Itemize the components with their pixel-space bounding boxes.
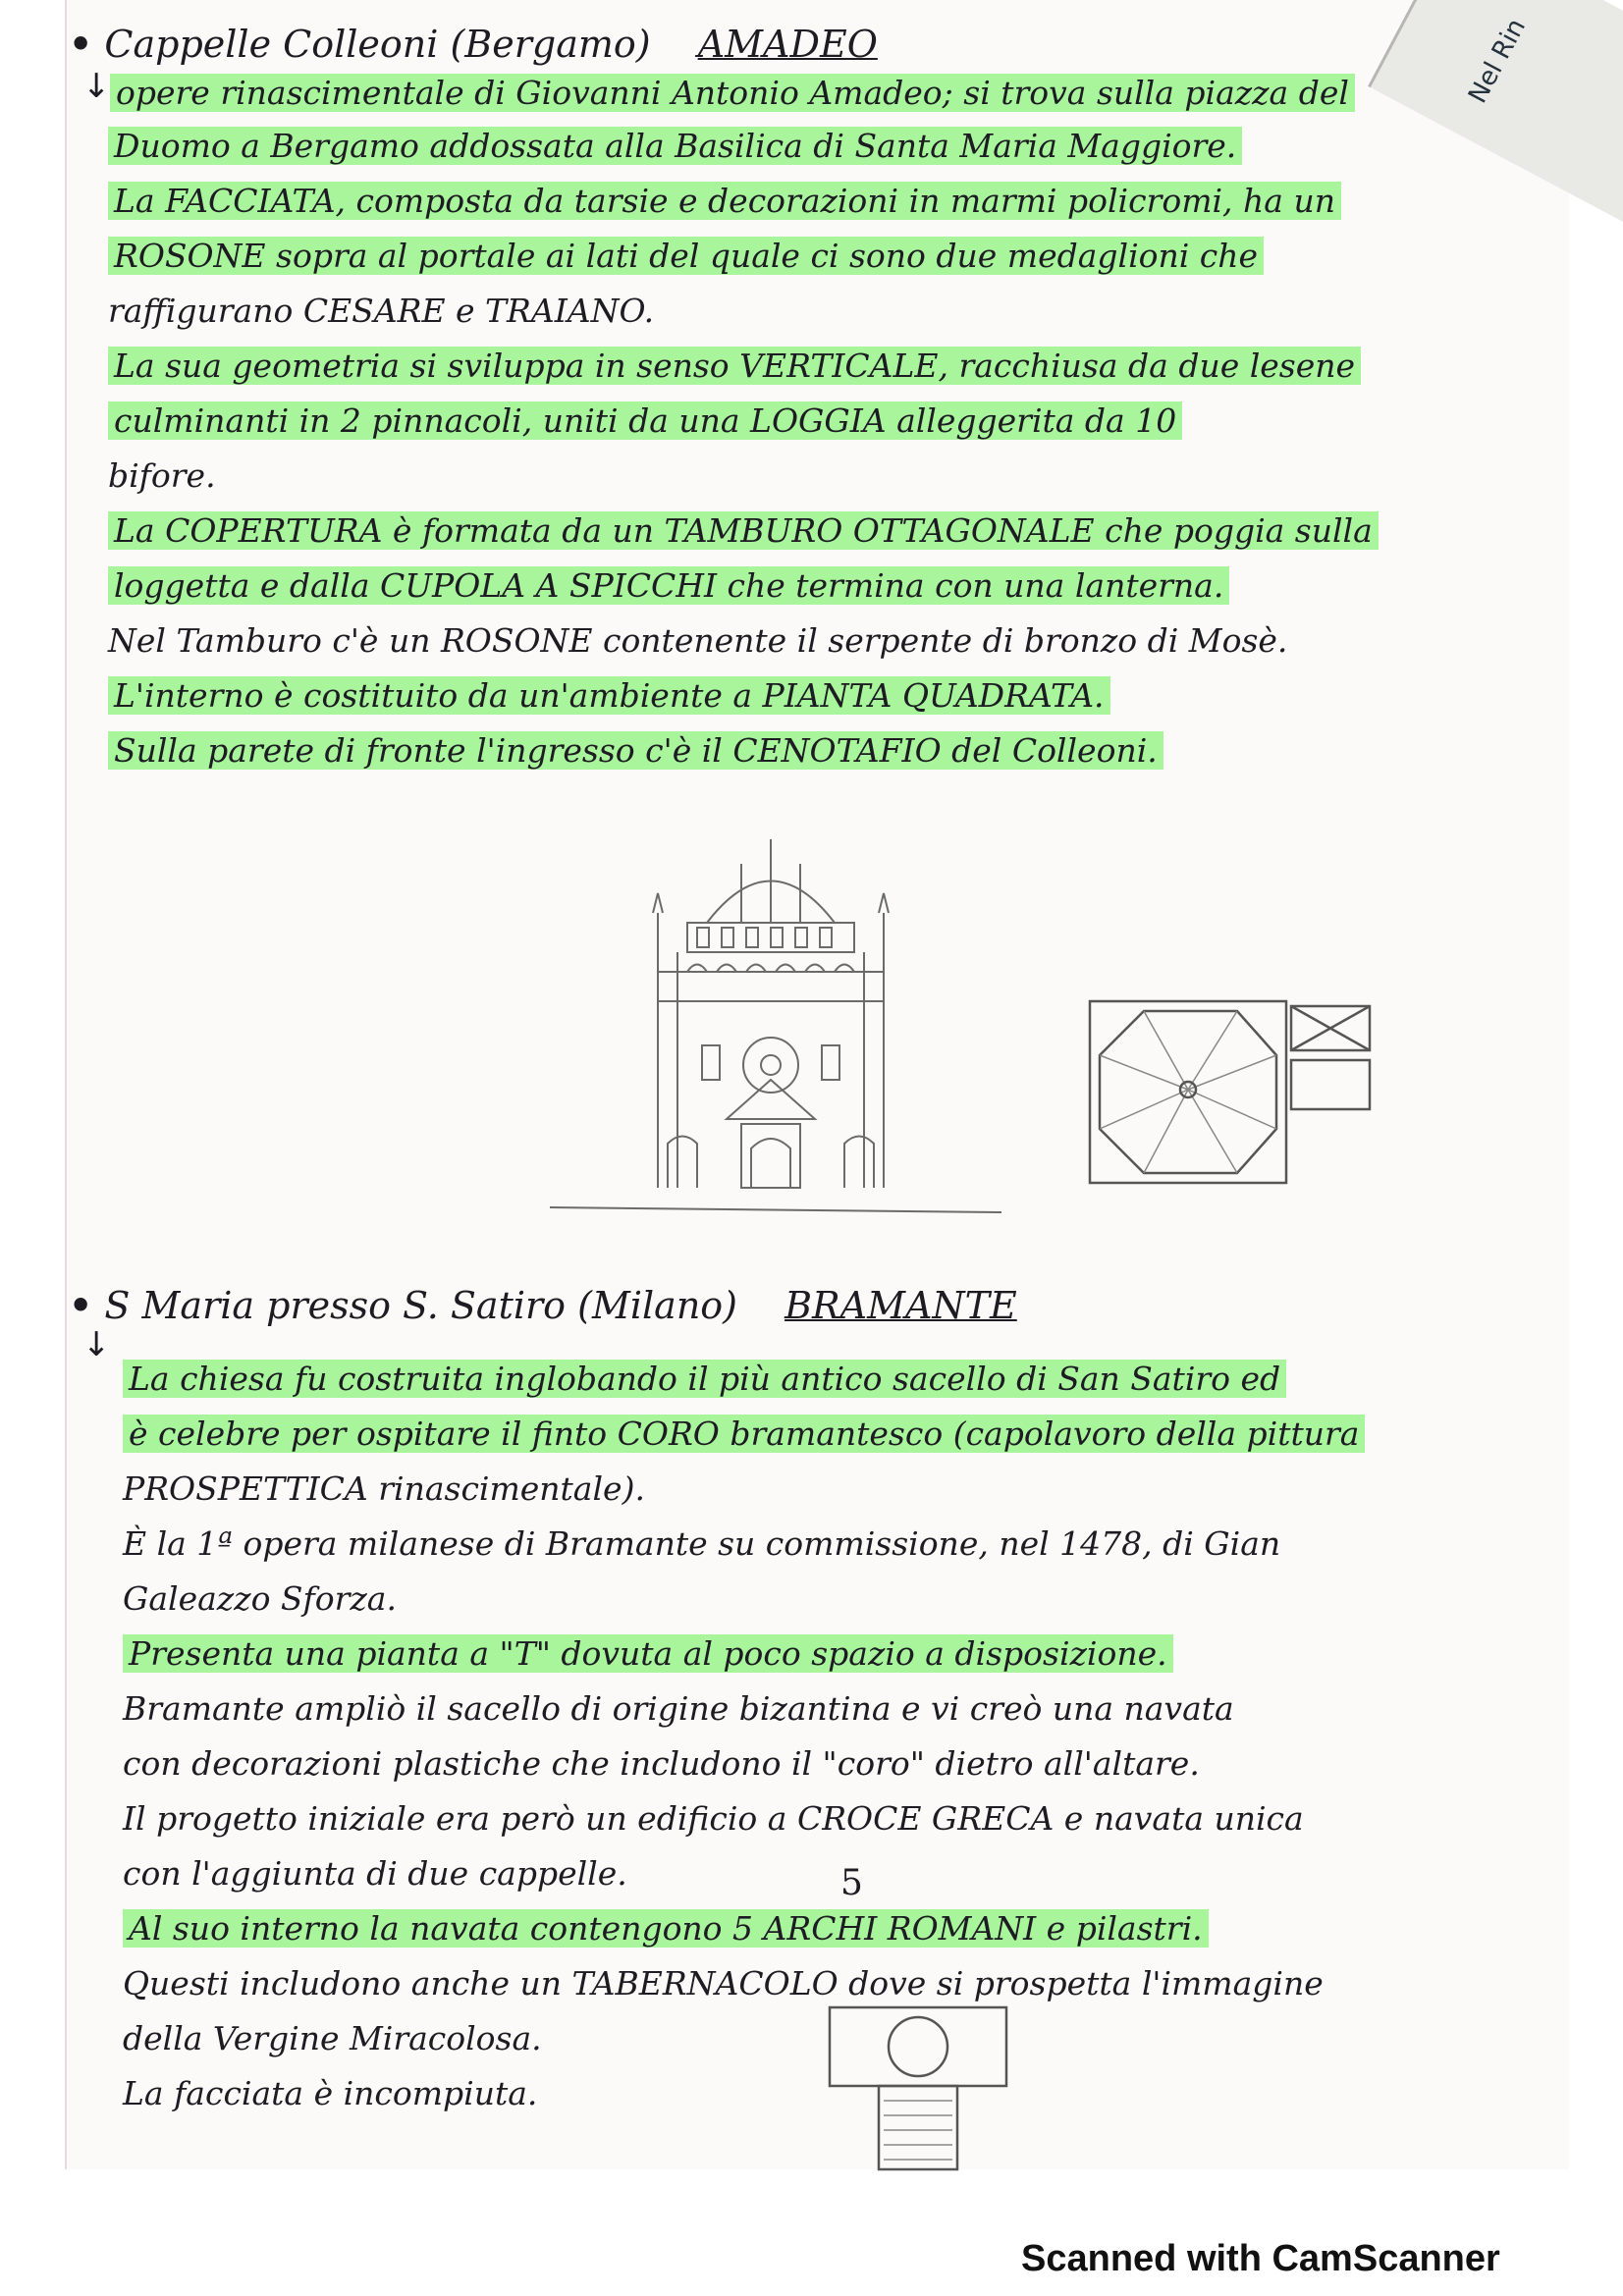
text-line [123, 1959, 1324, 2008]
plain-text: Questi includono anche un TABERNACOLO dove si prospetta l'immagine [123, 1964, 1324, 2002]
text-line [123, 1465, 645, 1514]
text-line [123, 1575, 397, 1624]
section2-heading-line [69, 1281, 1017, 1330]
highlighted-text: Duomo a Bergamo addossata alla Basilica di Santa Maria Maggiore. [108, 127, 1242, 165]
highlighted-text: ROSONE sopra al portale ai lati del quale ci sono due medaglioni che [108, 237, 1264, 275]
corner-note-text: Nel Rin [1463, 14, 1533, 109]
plain-text: PROSPETTICA rinascimentale). [123, 1469, 645, 1508]
highlighted-text: La sua geometria si sviluppa in senso VERTICALE, racchiusa da due lesene [108, 347, 1361, 385]
highlighted-text: Presenta una pianta a "T" dovuta al poco spazio a disposizione. [123, 1634, 1173, 1673]
highlighted-text: L'interno è costituito da un'ambiente a PIANTA QUADRATA. [108, 676, 1110, 715]
facade-sketch [530, 834, 1021, 1227]
bullet-icon: • [69, 1283, 93, 1327]
plain-text: Bramante ampliò il sacello di origine bizantina e vi creò una navata [123, 1689, 1234, 1728]
arrow-down-icon: ↓ [82, 67, 111, 106]
section2-artist: BRAMANTE [784, 1284, 1017, 1327]
text-line [108, 177, 1341, 226]
text-line [123, 1629, 1173, 1679]
text-line [123, 1904, 1209, 1953]
plan-sketch [1080, 991, 1394, 1188]
highlighted-text: La chiesa fu costruita inglobando il più antico sacello di San Satiro ed [123, 1360, 1286, 1398]
arrow-down-icon: ↓ [82, 1325, 111, 1364]
section2-heading: S Maria presso S. Satiro (Milano) [104, 1284, 737, 1327]
plain-text: Galeazzo Sforza. [123, 1579, 397, 1618]
text-line [123, 1739, 1200, 1789]
text-line [123, 2069, 537, 2118]
plain-text: È la 1ª opera milanese di Bramante su commissione, nel 1478, di Gian [123, 1524, 1281, 1563]
plain-text: La facciata è incompiuta. [123, 2074, 538, 2112]
section1-heading: Cappelle Colleoni (Bergamo) [104, 23, 651, 66]
highlighted-text: è celebre per ospitare il finto CORO bramantesco (capolavoro della pittura [123, 1415, 1365, 1453]
highlighted-text: Al suo interno la navata contengono 5 ARCHI ROMANI e pilastri. [123, 1909, 1209, 1948]
plain-text: con l'aggiunta di due cappelle. [123, 1854, 627, 1893]
text-line [123, 1355, 1286, 1404]
text-line [110, 69, 1355, 118]
text-line [123, 1520, 1280, 1569]
text-line [108, 122, 1242, 171]
highlighted-text: culminanti in 2 pinnacoli, uniti da una LOGGIA alleggerita da 10 [108, 401, 1182, 440]
text-line [108, 507, 1379, 556]
plain-text: Nel Tamburo c'è un ROSONE contenente il serpente di bronzo di Mosè. [108, 621, 1288, 660]
plain-text: bifore. [108, 456, 216, 495]
plain-text: Il progetto iniziale era però un edificio a CROCE GRECA e navata unica [123, 1799, 1304, 1838]
page-number: 5 [840, 1863, 863, 1903]
scanner-watermark: Scanned with CamScanner [1021, 2238, 1500, 2279]
text-line [123, 1794, 1304, 1843]
text-line [108, 232, 1264, 281]
text-line [123, 1849, 627, 1898]
plain-text: con decorazioni plastiche che includono il "coro" dietro all'altare. [123, 1744, 1200, 1783]
highlighted-text: Sulla parete di fronte l'ingresso c'è il CENOTAFIO del Colleoni. [108, 731, 1163, 770]
text-line [108, 397, 1182, 446]
text-line [108, 287, 654, 336]
t-plan-sketch [825, 2002, 1011, 2174]
highlighted-text: La COPERTURA è formata da un TAMBURO OTTAGONALE che poggia sulla [108, 511, 1379, 550]
margin-line [65, 0, 67, 2169]
text-line [108, 616, 1287, 666]
plain-text: raffigurano CESARE e TRAIANO. [108, 292, 655, 330]
text-line [123, 1684, 1234, 1734]
section1-heading-line [69, 20, 878, 69]
text-line [108, 561, 1229, 611]
highlighted-text: loggetta e dalla CUPOLA A SPICCHI che termina con una lanterna. [108, 566, 1229, 605]
text-line [108, 452, 216, 501]
bullet-icon: • [69, 22, 93, 66]
highlighted-text: La FACCIATA, composta da tarsie e decorazioni in marmi policromi, ha un [108, 182, 1341, 220]
plain-text: della Vergine Miracolosa. [123, 2019, 542, 2057]
text-line [123, 2014, 542, 2063]
text-line [123, 1410, 1365, 1459]
text-line [108, 726, 1163, 775]
section1-artist: AMADEO [697, 23, 878, 66]
highlighted-text: opere rinascimentale di Giovanni Antonio Amadeo; si trova sulla piazza del [110, 74, 1355, 112]
text-line [108, 671, 1110, 721]
text-line [108, 342, 1361, 391]
